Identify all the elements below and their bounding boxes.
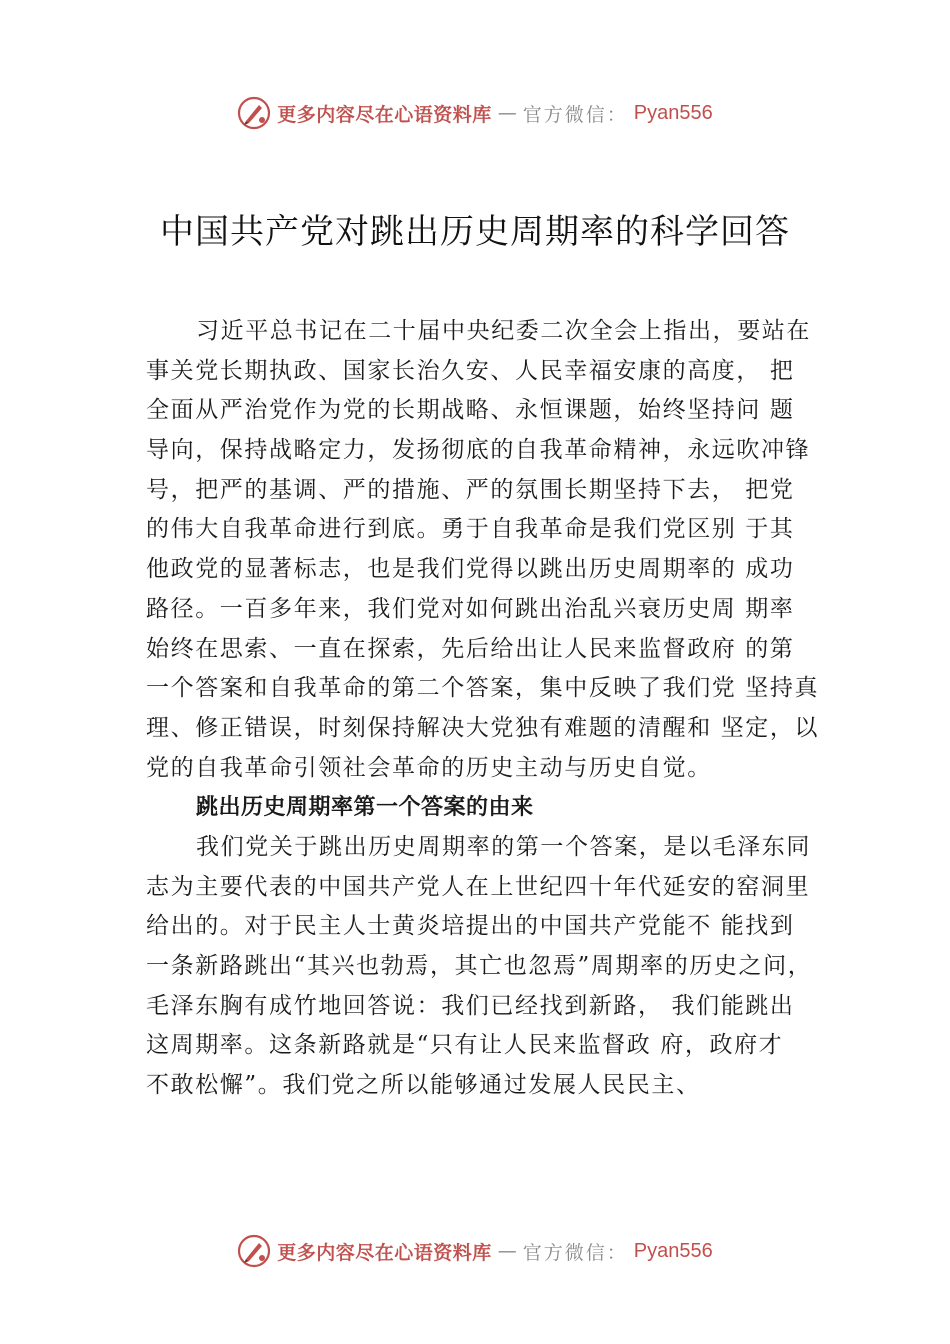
footer-watermark	[0, 1234, 950, 1268]
text-line: 毛泽东胸有成竹地回答说：我们已经找到新路， 我们能跳出	[146, 992, 795, 1019]
text-line: 党的自我革命引领社会革命的历史主动与历史自觉。	[146, 754, 712, 781]
pen-logo-icon	[237, 96, 271, 130]
document-body	[146, 312, 836, 1106]
pen-logo-icon	[237, 1234, 271, 1268]
text-line: 习近平总书记在二十届中央纪委二次全会上指出，要站在	[196, 318, 811, 344]
watermark-wechat-id: Pyan556	[633, 101, 713, 124]
watermark-wechat-label: 官方微信：	[522, 1241, 628, 1264]
header-watermark	[0, 96, 950, 130]
document-title: 中国共产党对跳出历史周期率的科学回答	[160, 212, 790, 252]
text-line: 理、修正错误，时刻保持解决大党独有难题的清醒和 坚定，以	[146, 714, 820, 741]
paragraph-first-answer	[146, 828, 836, 1106]
text-line: 他政党的显著标志，也是我们党得以跳出历史周期率的 成功	[146, 556, 795, 583]
text-line: 不敢松懈”。我们党之所以能够通过发展人民民主、	[146, 1072, 701, 1099]
text-line: 路径。一百多年来，我们党对如何跳出治乱兴衰历史周 期率	[146, 595, 795, 622]
text-line: 导向，保持战略定力，发扬彻底的自我革命精神，永远吹冲锋	[146, 437, 811, 464]
text-line: 事关党长期执政、国家长治久安、人民幸福安康的高度， 把	[146, 357, 795, 384]
text-line: 的伟大自我革命进行到底。勇于自我革命是我们党区别 于其	[146, 516, 795, 543]
text-line: 号，把严的基调、严的措施、严的氛围长期坚持下去， 把党	[146, 476, 795, 503]
watermark-brand: 更多内容尽在心语资料库	[277, 1241, 492, 1264]
text-line: 这周期率。这条新路就是“只有让人民来监督政 府，政府才	[146, 1032, 784, 1059]
watermark-wechat-id: Pyan556	[633, 1239, 713, 1262]
text-line: 一条新路跳出“其兴也勃焉，其亡也忽焉”周期率的历史之问，	[146, 953, 813, 979]
text-line: 全面从严治党作为党的长期战略、永恒课题，始终坚持问 题	[146, 397, 795, 424]
text-line: 始终在思索、一直在探索，先后给出让人民来监督政府 的第	[146, 635, 795, 662]
text-line: 我们党关于跳出历史周期率的第一个答案，是以毛泽东同	[196, 833, 811, 860]
watermark-separator: —	[497, 1240, 517, 1262]
watermark-brand: 更多内容尽在心语资料库	[277, 103, 492, 126]
watermark-wechat-label: 官方微信：	[522, 103, 628, 126]
section-heading: 跳出历史周期率第一个答案的由来	[196, 795, 534, 821]
text-line: 一个答案和自我革命的第二个答案，集中反映了我们党 坚持真	[146, 675, 820, 702]
paragraph-intro	[146, 312, 836, 788]
text-line: 给出的。对于民主人士黄炎培提出的中国共产党能不 能找到	[146, 913, 795, 940]
watermark-separator: —	[497, 102, 517, 124]
text-line: 志为主要代表的中国共产党人在上世纪四十年代延安的窑洞里	[146, 873, 811, 900]
